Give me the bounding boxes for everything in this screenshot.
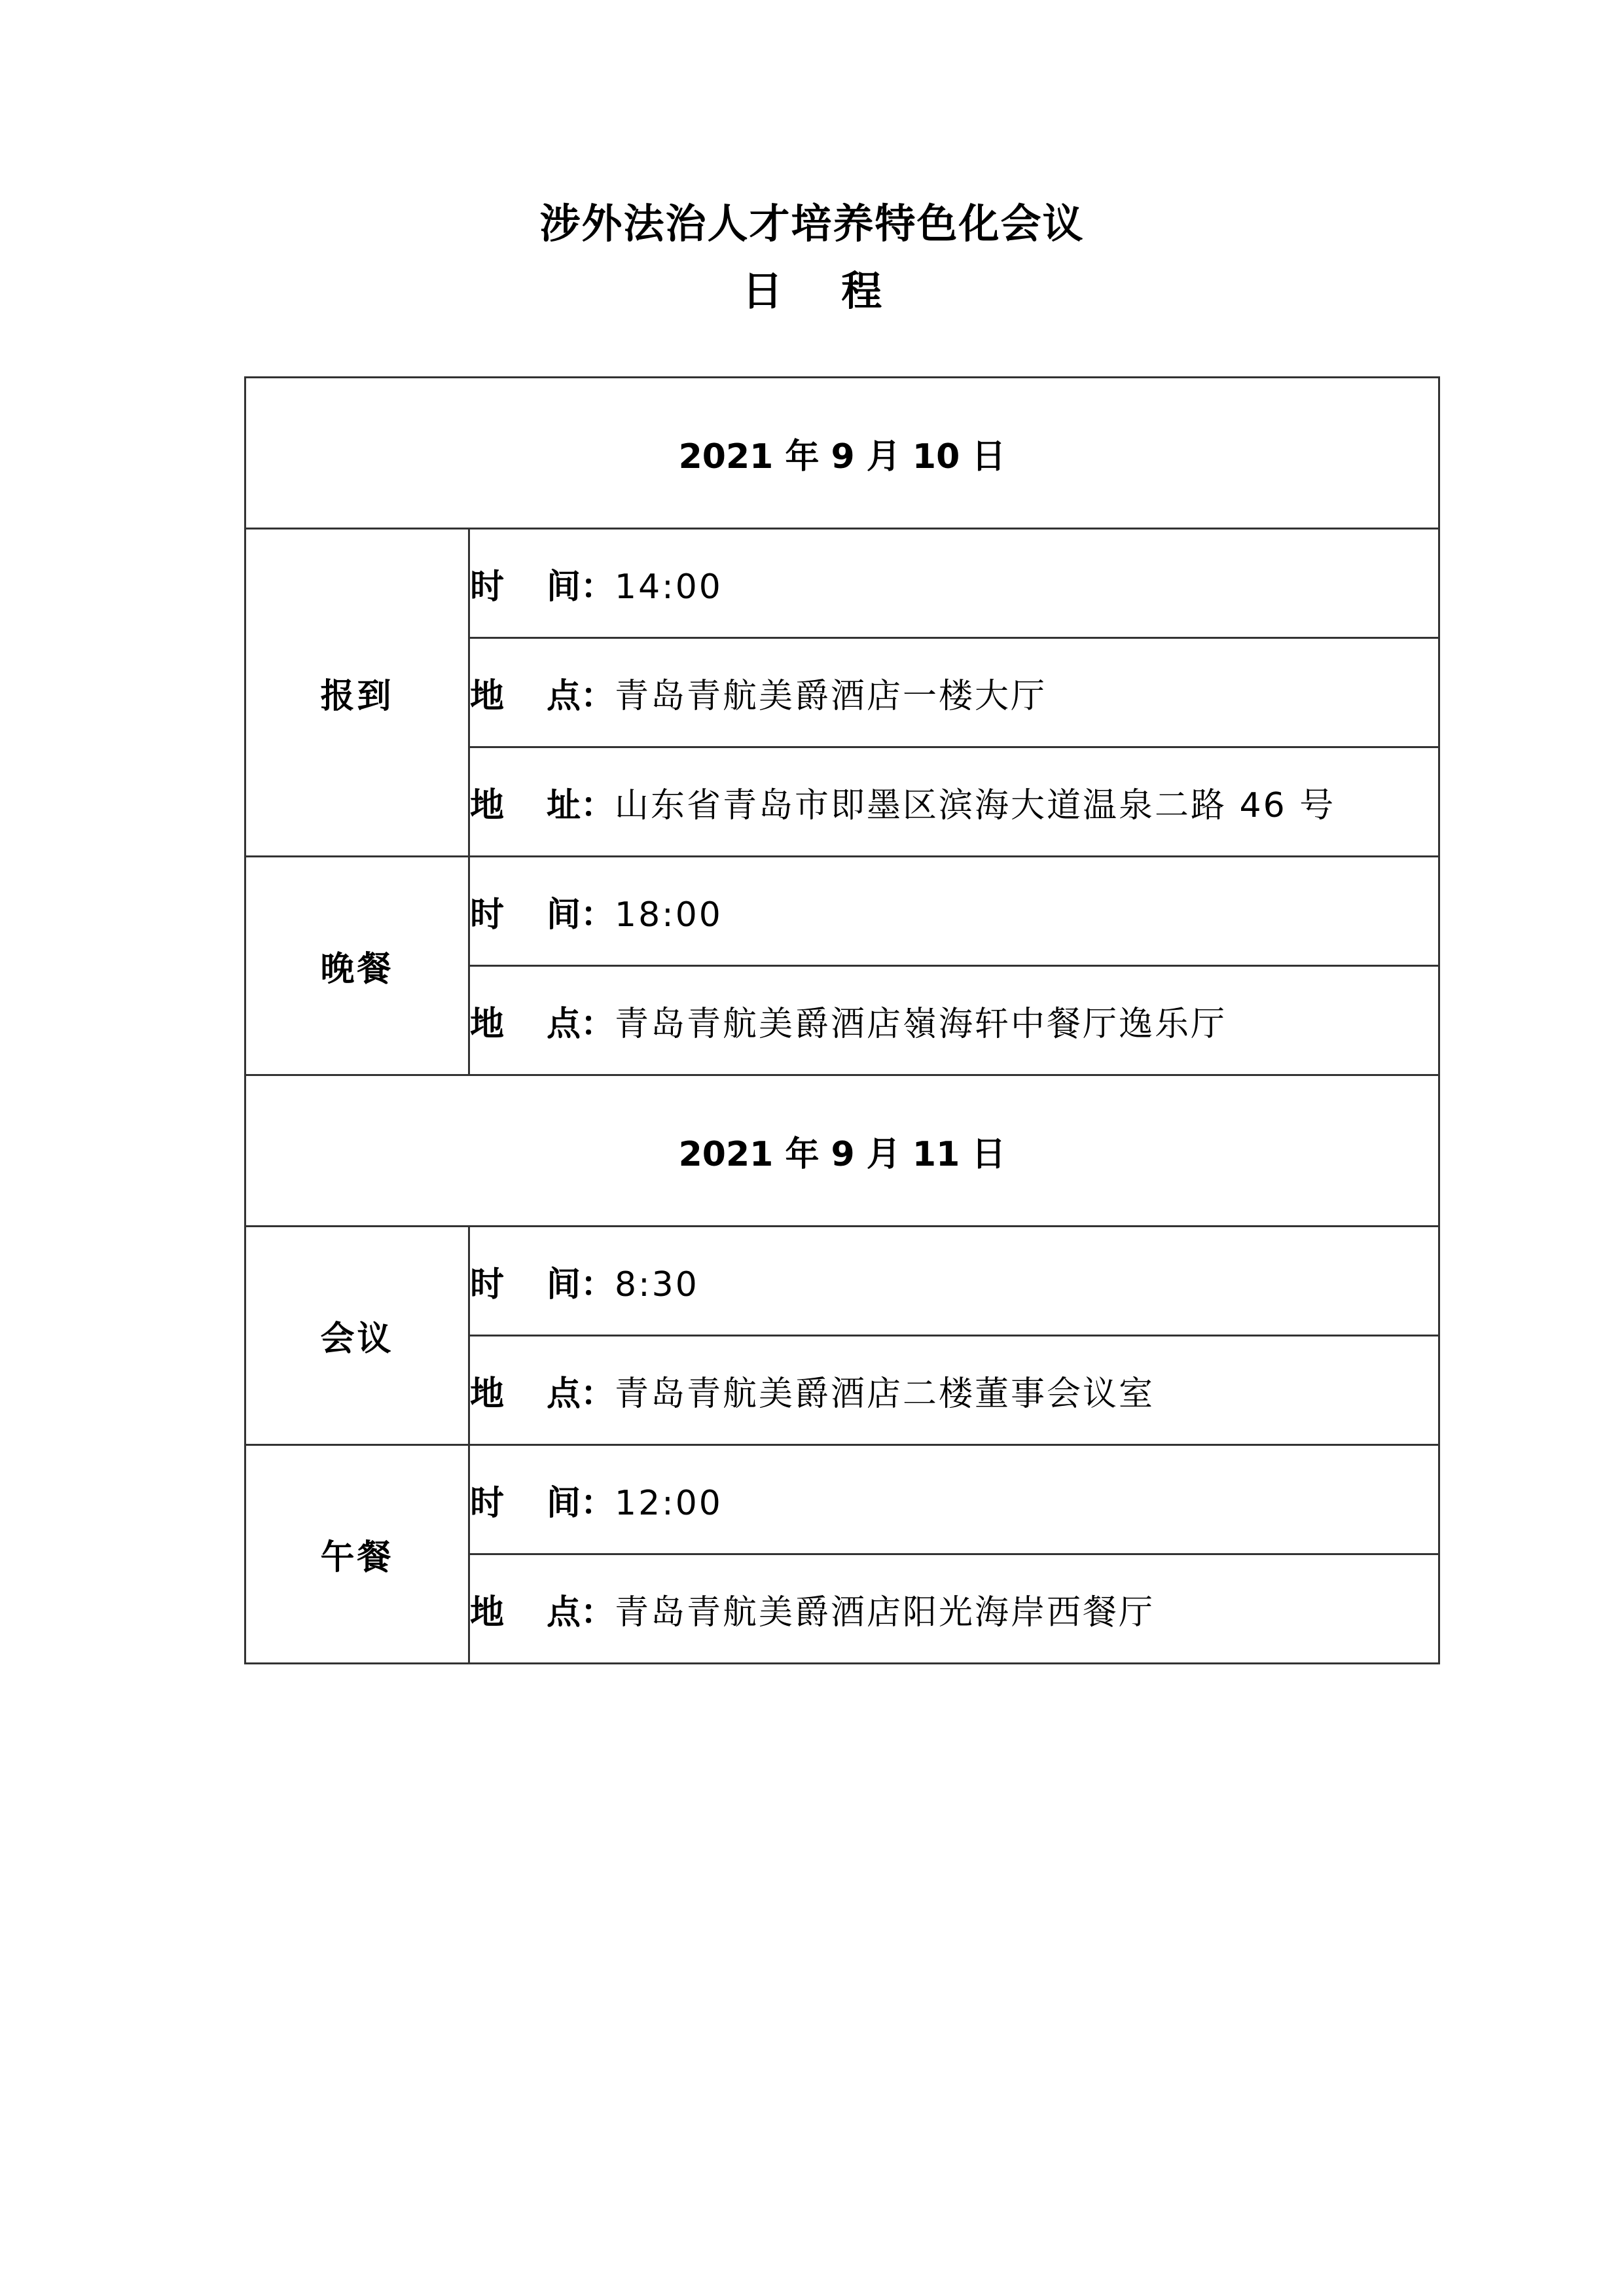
address-value: 山东省青岛市即墨区滨海大道温泉二路 46 号 bbox=[615, 785, 1336, 825]
detail-place: 地 点：青岛青航美爵酒店阳光海岸西餐厅 bbox=[469, 1554, 1439, 1664]
category-dinner: 晚餐 bbox=[245, 857, 469, 1075]
detail-address: 地 址：山东省青岛市即墨区滨海大道温泉二路 46 号 bbox=[469, 747, 1439, 857]
category-lunch: 午餐 bbox=[245, 1445, 469, 1664]
time-value: 8:30 bbox=[615, 1265, 699, 1304]
label-address: 地 址 bbox=[470, 785, 581, 825]
table-row bbox=[245, 1227, 1439, 1336]
place-value: 青岛青航美爵酒店嶺海轩中餐厅逸乐厅 bbox=[615, 1004, 1227, 1044]
label-time: 时 间 bbox=[470, 567, 581, 607]
time-value: 12:00 bbox=[615, 1483, 723, 1523]
category-checkin: 报到 bbox=[245, 529, 469, 857]
label-place: 地 点 bbox=[470, 676, 581, 716]
label-time: 时 间 bbox=[470, 1483, 581, 1523]
detail-place: 地 点：青岛青航美爵酒店二楼董事会议室 bbox=[469, 1336, 1439, 1445]
time-value: 18:00 bbox=[615, 895, 723, 935]
page-subtitle: 日 程 bbox=[742, 267, 905, 315]
place-value: 青岛青航美爵酒店阳光海岸西餐厅 bbox=[615, 1592, 1155, 1632]
label-place: 地 点 bbox=[470, 1592, 581, 1632]
detail-place: 地 点：青岛青航美爵酒店嶺海轩中餐厅逸乐厅 bbox=[469, 966, 1439, 1075]
table-row bbox=[245, 529, 1439, 638]
page-title: 涉外法治人才培养特色化会议 bbox=[539, 200, 1085, 247]
detail-place: 地 点：青岛青航美爵酒店一楼大厅 bbox=[469, 638, 1439, 747]
category-meeting: 会议 bbox=[245, 1227, 469, 1445]
place-value: 青岛青航美爵酒店二楼董事会议室 bbox=[615, 1374, 1155, 1414]
date-cell: 2021 年 9 月 10 日 bbox=[245, 378, 1439, 529]
label-time: 时 间 bbox=[470, 1265, 581, 1304]
detail-time: 时 间：18:00 bbox=[469, 857, 1439, 966]
time-value: 14:00 bbox=[615, 567, 723, 607]
label-place: 地 点 bbox=[470, 1374, 581, 1414]
schedule-table bbox=[244, 376, 1440, 1664]
date-cell: 2021 年 9 月 11 日 bbox=[245, 1075, 1439, 1227]
detail-time: 时 间：14:00 bbox=[469, 529, 1439, 638]
table-row bbox=[245, 857, 1439, 966]
place-value: 青岛青航美爵酒店一楼大厅 bbox=[615, 676, 1047, 716]
date-row-day2 bbox=[245, 1075, 1439, 1227]
table-row bbox=[245, 1445, 1439, 1554]
detail-time: 时 间：12:00 bbox=[469, 1445, 1439, 1554]
label-place: 地 点 bbox=[470, 1004, 581, 1044]
label-time: 时 间 bbox=[470, 895, 581, 935]
date-row-day1 bbox=[245, 378, 1439, 529]
detail-time: 时 间：8:30 bbox=[469, 1227, 1439, 1336]
